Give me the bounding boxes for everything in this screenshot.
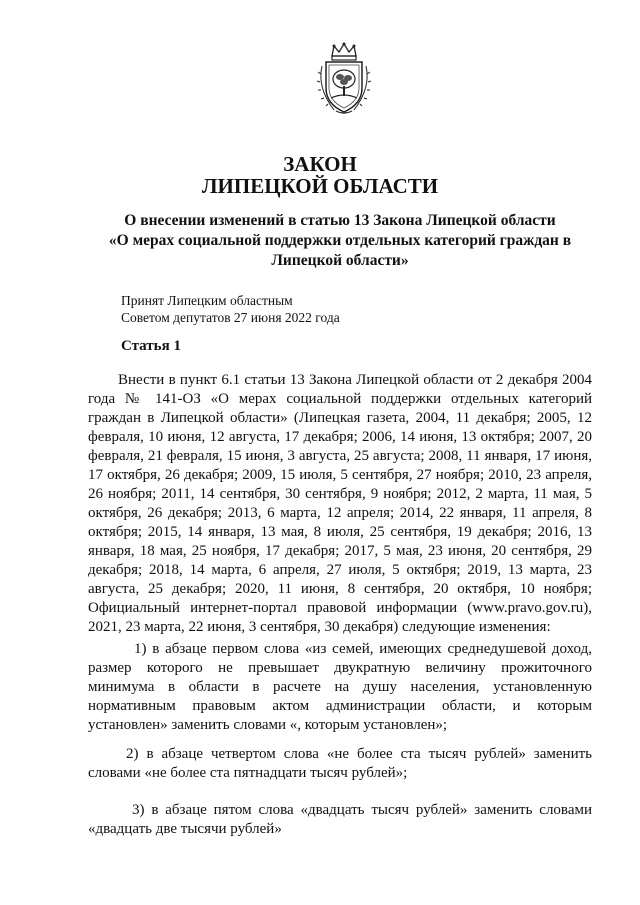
- adoption-note: [121, 292, 340, 326]
- adoption-line: Советом депутатов 27 июня 2022 года: [121, 310, 340, 325]
- law-subject-line: Липецкой области»: [271, 252, 409, 269]
- law-subject: [90, 211, 590, 271]
- amendment-item-2: 2) в абзаце четвертом слова «не более ста тысяч рублей» заменить словами «не более ста пятнадцати тысяч рублей»;: [88, 746, 592, 781]
- law-subject-line: «О мерах социальной поддержки отдельных категорий граждан в: [108, 232, 572, 249]
- region-name: ЛИПЕЦКОЙ ОБЛАСТИ: [201, 174, 439, 198]
- article-intro-paragraph: Внести в пункт 6.1 статьи 13 Закона Липецкой области от 2 декабря 2004 года № 141-ОЗ «О мерах социальной поддержки отдельных категорий граждан в Липецкой области» (Липецкая газета, 2004, 11 декабря; 2005, 12 февраля, 10 июня, 12 августа, 17 декабря; 2006, 14 июня, 13 октября; 2007, 20 февраля, 21 февраля, 15 июня, 3 августа, 25 августа; 2008, 11 января, 17 июня, 17 октября, 26 декабря; 2009, 15 июля, 5 сентября, 27 ноября; 2010, 23 апреля, 26 ноября; 2011, 14 сентября, 30 сентября, 9 ноября; 2012, 2 марта, 11 мая, 5 октября, 26 декабря; 2013, 6 марта, 12 апреля; 2014, 22 января, 11 апреля, 8 октября; 2015, 14 января, 13 мая, 8 июля, 25 сентября, 19 декабря; 2016, 13 января, 18 мая, 25 ноября, 17 декабря; 2017, 5 мая, 23 июня, 20 сентября, 29 декабря; 2018, 14 марта, 6 апреля, 27 июля, 5 октября; 2019, 13 марта, 23 августа, 25 декабря; 2020, 11 июня, 8 сентября, 20 октября, 10 ноября; Официальный интернет-портал правовой информации (www.pravo.gov.ru), 2021, 23 марта, 22 июня, 3 сентября, 30 декабря) следующие изменения:: [88, 372, 592, 635]
- lipetsk-coat-of-arms-icon: [314, 42, 374, 116]
- amendment-item-1: 1) в абзаце первом слова «из семей, имеющих среднедушевой доход, размер которого не превышает двукратную величину прожиточного минимума в области в расчете на душу населения, установленную нормативным правовым актом администрации области, и которым установлен» заменить словами «, которым установлен»;: [88, 641, 592, 733]
- adoption-line: Принят Липецким областным: [121, 293, 293, 308]
- amendment-item-3: 3) в абзаце пятом слова «двадцать тысяч рублей» заменить словами «двадцать две тысячи рублей»: [88, 802, 592, 837]
- document-type: ЗАКОН: [283, 152, 357, 176]
- article-heading: Статья 1: [121, 338, 181, 354]
- law-subject-line: О внесении изменений в статью 13 Закона Липецкой области: [124, 212, 556, 229]
